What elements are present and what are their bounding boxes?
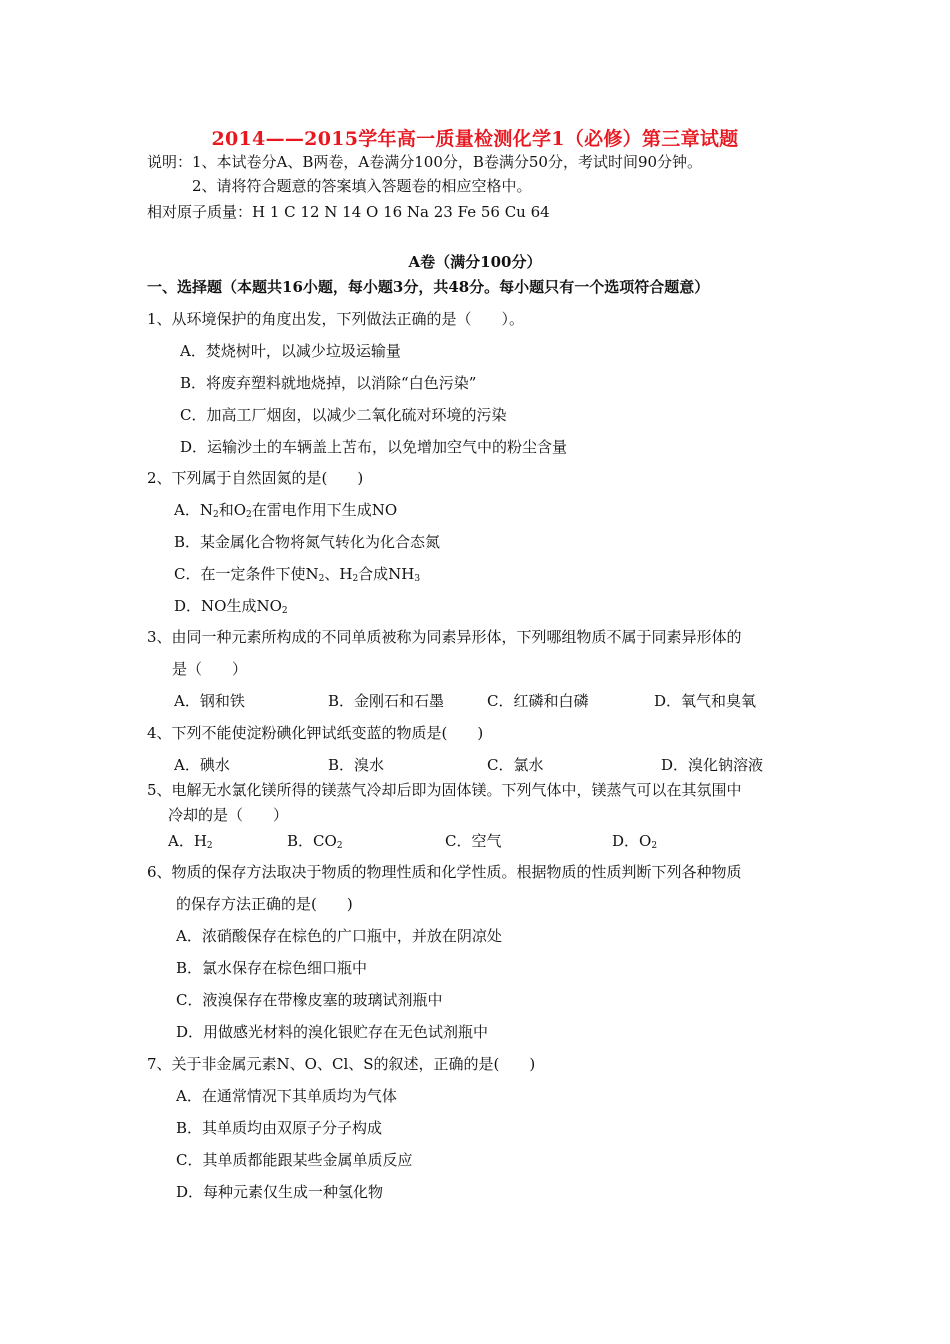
q6-option-d: D．用做感光材料的溴化银贮存在无色试剂瓶中 <box>176 1023 489 1041</box>
q2-option-c: C．在一定条件下使$N_2$、$H_2$合成$NH_3$ <box>174 565 421 584</box>
note-line-2: 2、请将符合题意的答案填入答题卷的相应空格中。 <box>192 177 532 195</box>
q6-stem-line-2: 的保存方法正确的是( ) <box>176 895 353 913</box>
q3-option-c: C．红磷和白磷 <box>487 692 589 710</box>
q7-option-b: B．其单质均由双原子分子构成 <box>176 1119 383 1137</box>
q5-stem-line-1: 5、电解无水氯化镁所得的镁蒸气冷却后即为固体镁。下列气体中，镁蒸气可以在其氛围中 <box>147 781 742 799</box>
q4-option-b: B．溴水 <box>328 756 385 774</box>
q3-option-b: B．金刚石和石墨 <box>328 692 445 710</box>
q2-stem: 2、下列属于自然固氮的是( ) <box>147 469 364 487</box>
q6-stem-line-1: 6、物质的保存方法取决于物质的物理性质和化学性质。根据物质的性质判断下列各种物质 <box>147 863 742 881</box>
q7-option-d: D．每种元素仅生成一种氢化物 <box>176 1183 384 1201</box>
q3-stem-line-1: 3、由同一种元素所构成的不同单质被称为同素异形体，下列哪组物质不属于同素异形体的 <box>147 628 742 646</box>
q1-option-d: D．运输沙土的车辆盖上苫布，以免增加空气中的粉尘含量 <box>180 438 568 456</box>
q4-stem: 4、下列不能使淀粉碘化钾试纸变蓝的物质是( ) <box>147 724 484 742</box>
q2-option-a: A．$N_2$和$O_2$在雷电作用下生成NO <box>174 501 398 520</box>
exam-title: 2014——2015学年高一质量检测化学1（必修）第三章试题 <box>211 128 739 150</box>
q5-option-a: A．$H_2$ <box>168 832 213 851</box>
q7-stem: 7、关于非金属元素N、O、Cl、S的叙述，正确的是( ) <box>147 1055 536 1073</box>
q5-option-c: C．空气 <box>445 832 502 850</box>
q1-option-a: A．焚烧树叶，以减少垃圾运输量 <box>180 342 401 360</box>
q6-option-c: C．液溴保存在带橡皮塞的玻璃试剂瓶中 <box>176 991 443 1009</box>
q5-option-d: D．$O_2$ <box>612 832 658 851</box>
q1-stem: 1、从环境保护的角度出发，下列做法正确的是（ ）。 <box>147 310 525 328</box>
section-a-heading: A卷（满分100分） <box>408 253 542 271</box>
q5-stem-line-2: 冷却的是（ ） <box>168 806 289 824</box>
q4-option-c: C．氯水 <box>487 756 544 774</box>
q1-option-c: C．加高工厂烟囱，以减少二氧化硫对环境的污染 <box>180 406 507 424</box>
q5-option-b: B．$CO_2$ <box>287 832 343 851</box>
q7-option-a: A．在通常情况下其单质均为气体 <box>176 1087 397 1105</box>
q2-option-b: B．某金属化合物将氮气转化为化合态氮 <box>174 533 441 551</box>
q4-option-d: D．溴化钠溶液 <box>661 756 764 774</box>
q3-option-d: D．氧气和臭氧 <box>654 692 757 710</box>
part1-heading: 一、选择题（本题共16小题，每小题3分，共48分。每小题只有一个选项符合题意） <box>147 278 710 296</box>
note-line-1: 说明：1、本试卷分A、B两卷，A卷满分100分，B卷满分50分，考试时间90分钟。 <box>147 153 703 171</box>
q2-option-d: D．NO生成$NO_2$ <box>174 597 288 616</box>
q4-option-a: A．碘水 <box>174 756 230 774</box>
q6-option-a: A．浓硝酸保存在棕色的广口瓶中，并放在阴凉处 <box>176 927 502 945</box>
q1-option-b: B．将废弃塑料就地烧掉，以消除“白色污染” <box>180 374 477 392</box>
atomic-mass-line: 相对原子质量：H 1 C 12 N 14 O 16 Na 23 Fe 56 Cu 64 <box>147 203 550 221</box>
q3-option-a: A．钢和铁 <box>174 692 245 710</box>
q7-option-c: C．其单质都能跟某些金属单质反应 <box>176 1151 413 1169</box>
q6-option-b: B．氯水保存在棕色细口瓶中 <box>176 959 368 977</box>
q3-stem-line-2: 是（ ） <box>172 660 248 678</box>
